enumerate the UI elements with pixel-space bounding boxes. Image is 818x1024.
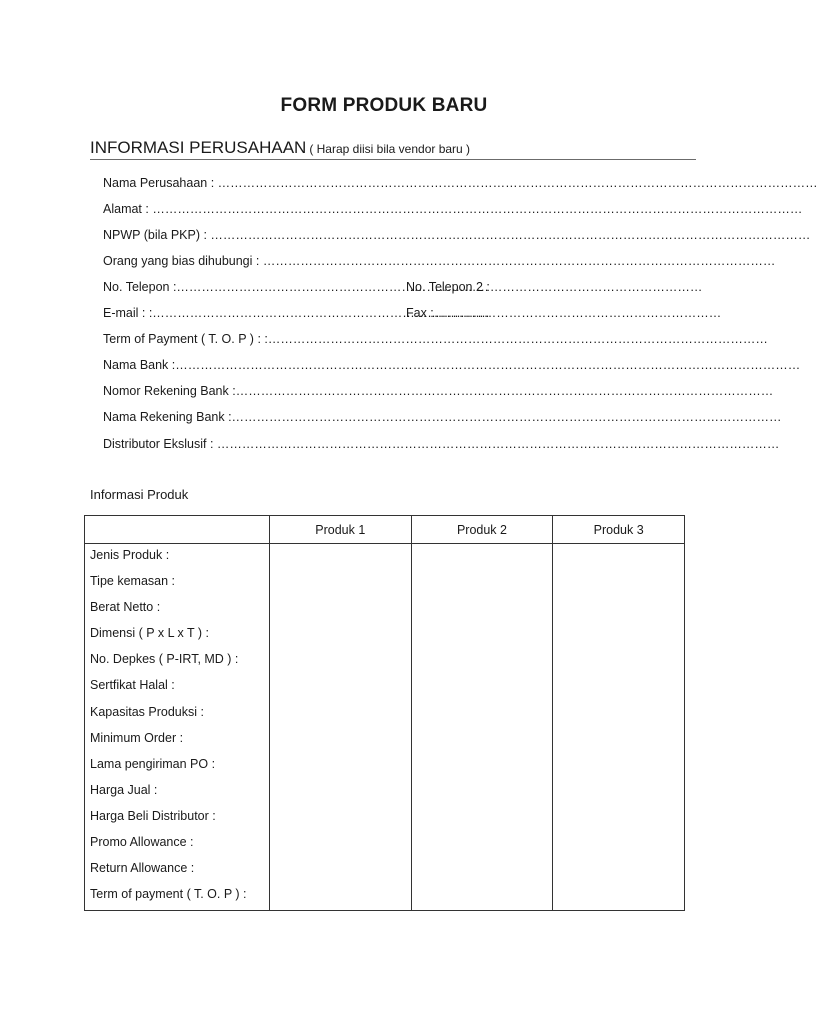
row-label-promo-allowance: Promo Allowance : [90,835,194,850]
product-table [84,515,685,911]
produk-3-input-cell[interactable] [553,544,685,911]
field-fax[interactable]: Fax :…………………………………………………………… [406,306,722,320]
field-term-of-payment[interactable]: Term of Payment ( T. O. P ) : :………………………………………………………………………………………………………… [103,332,768,346]
row-label-no-depkes: No. Depkes ( P-IRT, MD ) : [90,652,239,667]
company-info-heading [90,138,696,160]
field-orang-dihubungi[interactable]: Orang yang bias dihubungi : …………………………………………………………………………………………………………… [103,254,776,268]
row-label-sertifikat-halal: Sertfikat Halal : [90,678,175,693]
table-header-blank [85,516,270,544]
field-npwp[interactable]: NPWP (bila PKP) : ……………………………………………………………………………………………………………………………… [103,228,811,242]
field-nama-rekening[interactable]: Nama Rekening Bank :…………………………………………………………………………………………………………………… [103,410,782,424]
product-info-heading: Informasi Produk [90,487,189,502]
row-label-jenis-produk: Jenis Produk : [90,548,170,562]
field-email[interactable]: E-mail : :……………………………………………………………………… [103,306,490,320]
field-distributor-ekslusif[interactable]: Distributor Ekslusif : ……………………………………………………………………………………………………………………… [103,437,780,451]
row-label-lama-pengiriman: Lama pengiriman PO : [90,756,216,771]
row-label-kapasitas-produksi: Kapasitas Produksi : [90,704,204,719]
table-body-row [85,544,685,911]
row-label-minimum-order: Minimum Order : [90,730,184,745]
field-alamat[interactable]: Alamat : ………………………………………………………………………………………………………………………………………… [103,202,803,216]
field-telepon-2[interactable]: No. Telepon 2 :…………………………………………… [406,280,703,294]
table-header-produk-1: Produk 1 [269,516,411,544]
row-label-harga-beli-distributor: Harga Beli Distributor : [90,808,216,823]
row-label-dimensi: Dimensi ( P x L x T ) : [90,626,210,641]
table-header-produk-2: Produk 2 [411,516,553,544]
page-title: FORM PRODUK BARU [280,95,488,116]
field-telepon[interactable]: No. Telepon :………………………………………………………………… [103,280,489,294]
table-header-produk-3: Produk 3 [553,516,685,544]
field-nama-bank[interactable]: Nama Bank :…………………………………………………………………………………………………………………………………… [103,358,801,372]
row-label-harga-jual: Harga Jual : [90,782,158,797]
company-info-title: INFORMASI PERUSAHAAN [90,138,307,157]
company-info-note: ( Harap diisi bila vendor baru ) [309,142,471,156]
row-label-return-allowance: Return Allowance : [90,861,195,876]
table-header-row [85,516,685,544]
row-label-term-of-payment: Term of payment ( T. O. P ) : [90,887,247,902]
field-nama-perusahaan[interactable]: Nama Perusahaan : ……………………………………………………………………………………………………………………………… [103,176,818,190]
produk-1-input-cell[interactable] [269,544,411,911]
produk-2-input-cell[interactable] [411,544,553,911]
row-label-tipe-kemasan: Tipe kemasan : [90,574,175,589]
field-nomor-rekening[interactable]: Nomor Rekening Bank :………………………………………………………………………………………………………………… [103,384,774,398]
row-label-berat-netto: Berat Netto : [90,600,161,615]
row-labels-cell [85,544,270,911]
